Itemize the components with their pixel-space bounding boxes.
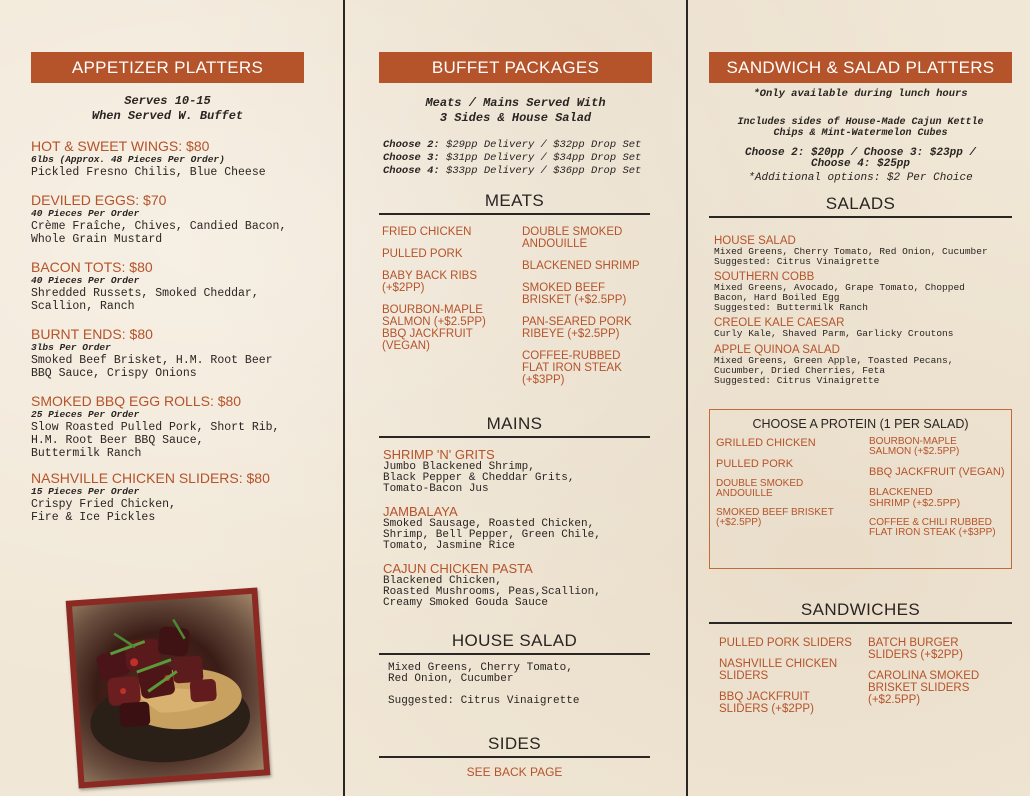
salad-item (714, 345, 1014, 386)
appetizer-item (31, 138, 321, 179)
sandwich-item: NASHVILLE CHICKEN SLIDERS (719, 658, 838, 682)
salads-heading: SALADS (709, 194, 1012, 218)
item-description: Blackened Chicken, (383, 575, 502, 587)
protein-item: BBQ JACKFRUIT (VEGAN) (869, 466, 1005, 478)
house-salad-line: Mixed Greens, Cherry Tomato, (388, 662, 573, 674)
item-quantity: 40 Pieces Per Order (31, 275, 140, 286)
item-title: SMOKED BBQ EGG ROLLS: $80 (31, 393, 242, 409)
protein-item: PULLED PORK (716, 458, 794, 470)
salad-title: HOUSE SALAD (714, 235, 796, 247)
salad-item (714, 236, 1014, 267)
house-salad-line: Red Onion, Cucumber (388, 673, 514, 685)
item-title: DEVILED EGGS: $70 (31, 192, 167, 208)
burnt-ends-photo (66, 588, 271, 789)
serves-line-2: When Served W. Buffet (91, 109, 244, 123)
buffet-intro (369, 96, 662, 126)
includes-line-2: Chips & Mint-Watermelon Cubes (773, 128, 948, 139)
mains-item (383, 448, 653, 495)
salad-description: Mixed Greens, Avocado, Grape Tomato, Chopped (714, 282, 965, 293)
sandwich-item: BBQ JACKFRUIT SLIDERS (+$2PP) (719, 691, 814, 715)
item-title: JAMBALAYA (383, 504, 458, 519)
protein-heading: CHOOSE A PROTEIN (1 PER SALAD) (752, 417, 969, 431)
buffet-price-list (383, 139, 663, 178)
protein-item: GRILLED CHICKEN (716, 437, 816, 449)
meat-item: BOURBON-MAPLE SALMON (+$2.5PP) (382, 304, 486, 328)
salad-title: SOUTHERN COBB (714, 271, 815, 283)
protein-item: COFFEE & CHILI RUBBED FLAT IRON STEAK (+$3PP) (869, 517, 996, 538)
item-description: Black Pepper & Cheddar Grits, (383, 472, 575, 484)
item-description: H.M. Root Beer BBQ Sauce, (31, 434, 204, 447)
sandwich-banner: SANDWICH & SALAD PLATTERS (709, 52, 1012, 83)
column-divider-right (686, 0, 688, 796)
meat-item: PULLED PORK (382, 248, 463, 260)
mains-item (383, 505, 653, 552)
meats-heading: MEATS (379, 191, 650, 215)
item-description: Jumbo Blackened Shrimp, (383, 461, 535, 473)
item-description: Smoked Sausage, Roasted Chicken, (383, 518, 595, 530)
item-quantity: 25 Pieces Per Order (31, 409, 140, 420)
additional-note: *Additional options: $2 Per Choice (748, 172, 973, 184)
appetizer-item (31, 470, 321, 524)
price-text: $31pp Delivery / $34pp Drop Set (446, 152, 642, 164)
item-description: Scallion, Ranch (31, 300, 135, 313)
meat-item: FRIED CHICKEN (382, 226, 472, 238)
item-description: Crème Fraîche, Chives, Candied Bacon, (31, 220, 287, 233)
house-salad-suggested: Suggested: Citrus Vinaigrette (388, 695, 580, 707)
item-quantity: 15 Pieces Per Order (31, 486, 140, 497)
includes-line-1: Includes sides of House-Made Cajun Kettle (737, 117, 984, 128)
item-quantity: 40 Pieces Per Order (31, 208, 140, 219)
appetizer-item (31, 192, 321, 246)
item-title: SHRIMP 'N' GRITS (383, 447, 495, 462)
item-title: NASHVILLE CHICKEN SLIDERS: $80 (31, 470, 270, 486)
item-description: Tomato, Jasmine Rice (383, 540, 516, 552)
item-quantity: 3lbs Per Order (31, 342, 111, 353)
price-label: Choose 2: (383, 139, 440, 151)
item-title: CAJUN CHICKEN PASTA (383, 561, 533, 576)
item-title: BURNT ENDS: $80 (31, 326, 153, 342)
item-description: Tomato-Bacon Jus (383, 483, 489, 495)
sandwiches-list-right (868, 637, 1008, 706)
house-salad-description (388, 663, 653, 707)
protein-list-right (869, 437, 1009, 538)
price-text: $33pp Delivery / $36pp Drop Set (446, 165, 642, 177)
item-description: BBQ Sauce, Crispy Onions (31, 367, 197, 380)
item-description: Smoked Beef Brisket, H.M. Root Beer (31, 354, 273, 367)
column-divider-left (343, 0, 345, 796)
pricing-line-1: Choose 2: $20pp / Choose 3: $23pp / (744, 147, 977, 159)
item-description: Shrimp, Bell Pepper, Green Chile, (383, 529, 601, 541)
food-illustration (72, 594, 264, 782)
salad-title: APPLE QUINOA SALAD (714, 344, 840, 356)
pricing-line-2: Choose 4: $25pp (810, 158, 911, 170)
item-title: BACON TOTS: $80 (31, 259, 153, 275)
lunch-note: *Only available during lunch hours (753, 88, 968, 100)
salad-description: Suggested: Citrus Vinaigrette (714, 375, 880, 386)
house-salad-heading: HOUSE SALAD (379, 631, 650, 655)
includes-note (709, 117, 1012, 139)
item-description: Crispy Fried Chicken, (31, 498, 176, 511)
salad-description: Suggested: Buttermilk Ranch (714, 302, 868, 313)
serves-line-1: Serves 10-15 (124, 94, 211, 108)
meat-item: PAN-SEARED PORK RIBEYE (+$2.5PP) (522, 316, 632, 340)
item-description: Roasted Mushrooms, Peas,Scallion, (383, 586, 601, 598)
meat-item: DOUBLE SMOKED ANDOUILLE (522, 226, 623, 250)
salad-description: Bacon, Hard Boiled Egg (714, 292, 840, 303)
appetizer-item (31, 326, 321, 380)
price-row (383, 152, 663, 165)
protein-list-left (716, 437, 856, 528)
serves-note (31, 94, 304, 124)
item-description: Fire & Ice Pickles (31, 511, 156, 524)
meat-item: BLACKENED SHRIMP (522, 260, 640, 272)
sides-heading: SIDES (379, 734, 650, 758)
appetizer-item (31, 393, 321, 460)
sandwiches-list-left (719, 637, 864, 715)
appetizer-item (31, 259, 321, 313)
sandwich-item: CAROLINA SMOKED BRISKET SLIDERS (+$2.5PP) (868, 670, 980, 706)
mains-heading: MAINS (379, 414, 650, 438)
item-quantity: 6lbs (Approx. 48 Pieces Per Order) (31, 154, 225, 165)
salad-description: Mixed Greens, Green Apple, Toasted Pecans, (714, 355, 954, 366)
protein-item: BOURBON-MAPLE SALMON (+$2.5PP) (869, 436, 960, 457)
item-description: Slow Roasted Pulled Pork, Short Rib, (31, 421, 280, 434)
salad-item (714, 272, 1014, 313)
item-title: HOT & SWEET WINGS: $80 (31, 138, 210, 154)
price-label: Choose 4: (383, 165, 440, 177)
protein-item: DOUBLE SMOKED ANDOUILLE (716, 478, 804, 499)
meats-list-right (522, 226, 652, 386)
salad-description: Cucumber, Dried Cherries, Feta (714, 365, 886, 376)
sandwich-item: PULLED PORK SLIDERS (719, 637, 852, 649)
sandwiches-heading: SANDWICHES (709, 600, 1012, 624)
salad-description: Suggested: Citrus Vinaigrette (714, 256, 880, 267)
sides-note: SEE BACK PAGE (466, 765, 563, 779)
salad-description: Curly Kale, Shaved Parm, Garlicky Croutons (714, 328, 954, 339)
buffet-intro-line-2: 3 Sides & House Salad (439, 111, 592, 125)
price-row (383, 139, 663, 152)
item-description: Creamy Smoked Gouda Sauce (383, 597, 549, 609)
protein-item: BLACKENED SHRIMP (+$2.5PP) (869, 486, 961, 509)
appetizer-banner: APPETIZER PLATTERS (31, 52, 304, 83)
item-description: Buttermilk Ranch (31, 447, 142, 460)
price-label: Choose 3: (383, 152, 440, 164)
sandwich-pricing (709, 148, 1012, 184)
buffet-banner: BUFFET PACKAGES (379, 52, 652, 83)
meats-list-left (382, 226, 512, 352)
meat-item: BABY BACK RIBS (+$2PP) (382, 270, 478, 294)
mains-item (383, 562, 653, 609)
sandwich-item: BATCH BURGER SLIDERS (+$2PP) (868, 637, 963, 661)
meat-item: BBQ JACKFRUIT (VEGAN) (382, 328, 473, 352)
meat-item: SMOKED BEEF BRISKET (+$2.5PP) (522, 282, 627, 306)
buffet-intro-line-1: Meats / Mains Served With (425, 96, 606, 110)
salad-title: CREOLE KALE CAESAR (714, 317, 845, 329)
item-description: Whole Grain Mustard (31, 233, 163, 246)
photo-image (72, 594, 264, 782)
item-description: Shredded Russets, Smoked Cheddar, (31, 287, 259, 300)
protein-item: SMOKED BEEF BRISKET (+$2.5PP) (716, 507, 834, 528)
price-row (383, 165, 663, 178)
item-description: Pickled Fresno Chilis, Blue Cheese (31, 166, 266, 179)
salad-item (714, 318, 1014, 339)
meat-item: COFFEE-RUBBED FLAT IRON STEAK (+$3PP) (522, 350, 622, 386)
salad-description: Mixed Greens, Cherry Tomato, Red Onion, Cucumber (714, 246, 988, 257)
price-text: $29pp Delivery / $32pp Drop Set (446, 139, 642, 151)
